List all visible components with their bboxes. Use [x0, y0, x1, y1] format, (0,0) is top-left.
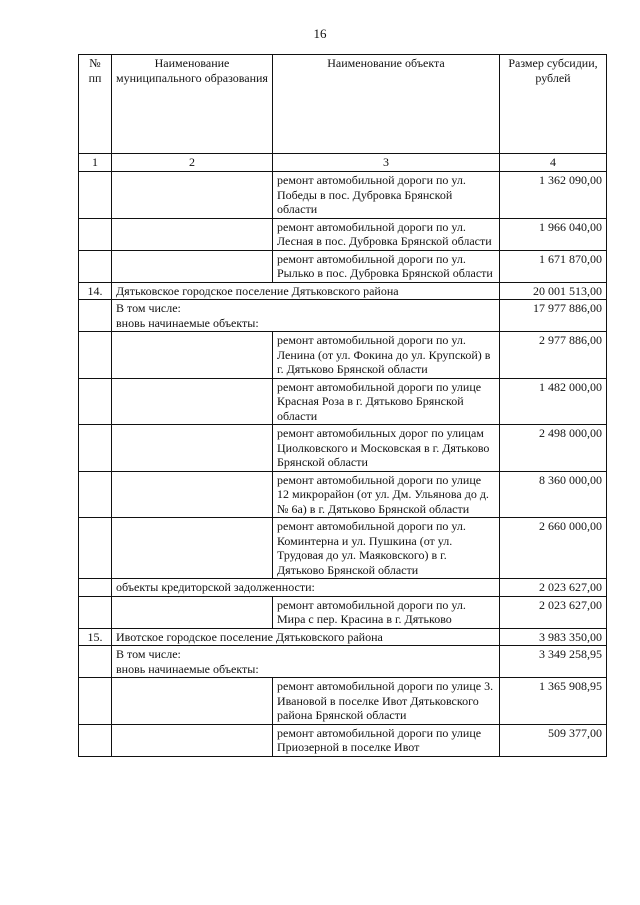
subtotal-label: В том числе: вновь начинаемые объекты:: [112, 646, 500, 678]
empty-cell: [112, 518, 273, 579]
empty-cell: [79, 218, 112, 250]
object-row: [79, 172, 607, 219]
object-row: [79, 425, 607, 472]
object-name: ремонт автомобильной дороги по улице 12 микрорайон (от ул. Дм. Ульянова до д. № 6а) в г. Дятьково Брянской области: [273, 471, 500, 518]
empty-cell: [79, 250, 112, 282]
subsidy-amount: 2 977 886,00: [500, 332, 607, 379]
header-num: № пп: [79, 55, 112, 154]
subsidy-amount: 1 482 000,00: [500, 378, 607, 425]
header-amount: Размер субсидии, рублей: [500, 55, 607, 154]
empty-cell: [112, 724, 273, 756]
object-name: ремонт автомобильной дороги по ул. Мира с пер. Красина в г. Дятьково: [273, 596, 500, 628]
header-row: [79, 55, 607, 154]
subsidy-amount: 2 660 000,00: [500, 518, 607, 579]
object-name: ремонт автомобильной дороги по улице Приозерной в поселке Ивот: [273, 724, 500, 756]
municipality-name: Дятьковское городское поселение Дятьковского района: [112, 282, 500, 300]
empty-cell: [112, 678, 273, 725]
empty-cell: [112, 250, 273, 282]
empty-cell: [112, 378, 273, 425]
empty-cell: [112, 332, 273, 379]
subsidy-amount: 8 360 000,00: [500, 471, 607, 518]
empty-cell: [112, 596, 273, 628]
empty-cell: [79, 518, 112, 579]
empty-cell: [79, 471, 112, 518]
object-row: [79, 596, 607, 628]
empty-cell: [79, 678, 112, 725]
row-number: 15.: [79, 628, 112, 646]
subsidy-amount: 2 023 627,00: [500, 579, 607, 597]
subsidy-table: [78, 54, 607, 757]
subsidy-amount: 1 362 090,00: [500, 172, 607, 219]
object-name: ремонт автомобильных дорог по улицам Циолковского и Московская в г. Дятьково Брянской области: [273, 425, 500, 472]
empty-cell: [112, 471, 273, 518]
page-number: 16: [313, 26, 327, 41]
empty-cell: [79, 646, 112, 678]
object-name: ремонт автомобильной дороги по ул. Коминтерна и ул. Пушкина (от ул. Трудовая до ул. Маяковского) в г. Дятьково Брянской области: [273, 518, 500, 579]
object-row: [79, 678, 607, 725]
empty-cell: [79, 724, 112, 756]
empty-cell: [79, 332, 112, 379]
header-object: Наименование объекта: [273, 55, 500, 154]
empty-cell: [79, 300, 112, 332]
empty-cell: [79, 596, 112, 628]
empty-cell: [79, 579, 112, 597]
object-name: ремонт автомобильной дороги по ул. Рылько в пос. Дубровка Брянской области: [273, 250, 500, 282]
column-number: 2: [112, 154, 273, 172]
subtotal-label: В том числе: вновь начинаемые объекты:: [112, 300, 500, 332]
column-number: 4: [500, 154, 607, 172]
empty-cell: [112, 425, 273, 472]
object-name: ремонт автомобильной дороги по ул. Ленина (от ул. Фокина до ул. Крупской) в г. Дятьково Брянской области: [273, 332, 500, 379]
subtotal-row: [79, 646, 607, 678]
object-name: ремонт автомобильной дороги по ул. Лесная в пос. Дубровка Брянской области: [273, 218, 500, 250]
municipality-row: [79, 628, 607, 646]
municipality-name: Ивотское городское поселение Дятьковского района: [112, 628, 500, 646]
column-number: 1: [79, 154, 112, 172]
column-number-row: [79, 154, 607, 172]
object-row: [79, 332, 607, 379]
object-name: ремонт автомобильной дороги по улице 3. Ивановой в поселке Ивот Дятьковского района Брянской области: [273, 678, 500, 725]
object-row: [79, 378, 607, 425]
empty-cell: [79, 378, 112, 425]
subsidy-amount: 17 977 886,00: [500, 300, 607, 332]
subsidy-amount: 509 377,00: [500, 724, 607, 756]
empty-cell: [112, 172, 273, 219]
subsidy-amount: 1 671 870,00: [500, 250, 607, 282]
row-number: 14.: [79, 282, 112, 300]
subsidy-amount: 3 349 258,95: [500, 646, 607, 678]
subsidy-amount: 3 983 350,00: [500, 628, 607, 646]
subsidy-amount: 20 001 513,00: [500, 282, 607, 300]
subsidy-amount: 2 498 000,00: [500, 425, 607, 472]
object-name: ремонт автомобильной дороги по улице Красная Роза в г. Дятьково Брянской области: [273, 378, 500, 425]
subtotal-row: [79, 579, 607, 597]
object-name: ремонт автомобильной дороги по ул. Победы в пос. Дубровка Брянской области: [273, 172, 500, 219]
empty-cell: [79, 172, 112, 219]
object-row: [79, 218, 607, 250]
subsidy-amount: 2 023 627,00: [500, 596, 607, 628]
subtotal-label: объекты кредиторской задолженности:: [112, 579, 500, 597]
empty-cell: [79, 425, 112, 472]
subsidy-amount: 1 966 040,00: [500, 218, 607, 250]
subtotal-row: [79, 300, 607, 332]
subsidy-amount: 1 365 908,95: [500, 678, 607, 725]
empty-cell: [112, 218, 273, 250]
object-row: [79, 518, 607, 579]
object-row: [79, 724, 607, 756]
object-row: [79, 471, 607, 518]
header-municipality: Наименование муниципального образования: [112, 55, 273, 154]
municipality-row: [79, 282, 607, 300]
object-row: [79, 250, 607, 282]
column-number: 3: [273, 154, 500, 172]
